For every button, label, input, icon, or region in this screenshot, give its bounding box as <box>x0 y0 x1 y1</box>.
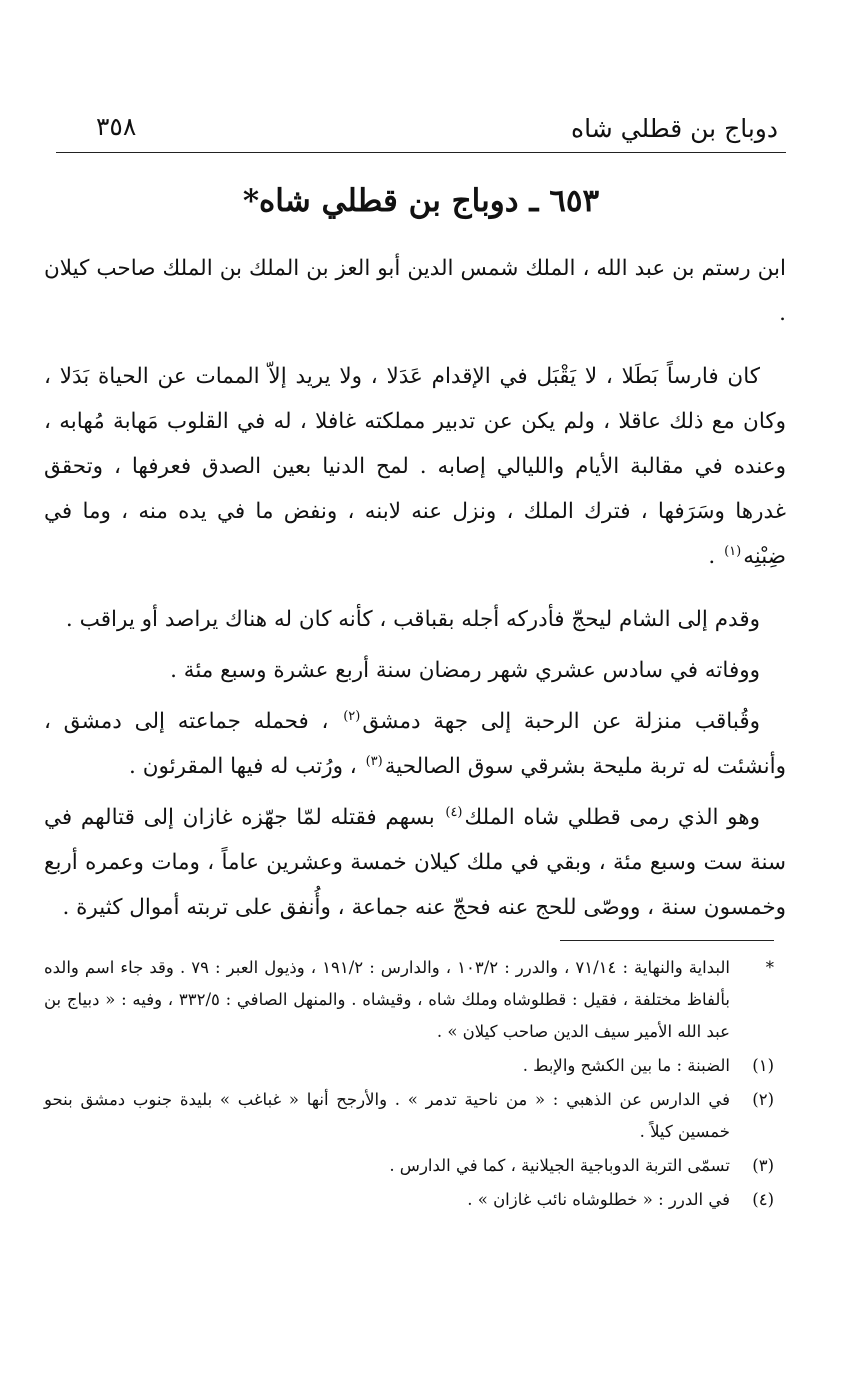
footnotes <box>44 952 774 1216</box>
footnote-ref-3[interactable]: (٣) <box>365 753 383 769</box>
footnote-3 <box>44 1150 774 1182</box>
paragraph-text: ، فحمله جماعته إلى دمشق ، وأنشئت له تربة مليحة بشرقي سوق الصالحية <box>44 709 786 779</box>
footnote-mark: (٤) <box>752 1190 774 1209</box>
footnote-divider <box>560 940 774 941</box>
paragraph-lineage: ابن رستم بن عبد الله ، الملك شمس الدين أبو العز بن الملك بن الملك صاحب كيلان . <box>44 256 786 326</box>
entry-heading: ٦٥٣ ـ دوباج بن قطلي شاه* <box>242 183 600 219</box>
footnote-2 <box>44 1084 774 1148</box>
footnote-1 <box>44 1050 774 1082</box>
footnote-text: في الدارس عن الذهبي : « من ناحية تدمر » . والأرجح أنها « غباغب » بليدة جنوب دمشق بنحو خمسين كيلاً . <box>44 1090 730 1141</box>
paragraph-death-date: ووفاته في سادس عشري شهر رمضان سنة أربع عشرة وسبع مئة . <box>170 658 760 683</box>
paragraph-text: وقُباقب منزلة عن الرحبة إلى جهة دمشق <box>362 709 760 734</box>
paragraph-text: ، ورُتب له فيها المقرئون . <box>129 754 364 779</box>
body-text <box>44 246 786 930</box>
footnote-sources <box>44 952 774 1048</box>
footnote-text: الضبنة : ما بين الكشح والإبط . <box>522 1056 730 1075</box>
paragraph-text: . <box>708 544 723 569</box>
footnote-ref-1[interactable]: (١) <box>724 543 742 559</box>
footnote-ref-2[interactable]: (٢) <box>343 708 361 724</box>
footnote-mark: (٣) <box>752 1156 774 1175</box>
footnote-4 <box>44 1184 774 1216</box>
paragraph-text: كان فارساً بَطَلا ، لا يَقْبَل في الإقدام عَدَلا ، ولا يريد إلاّ الممات عن الحياة بَدَلا ، وكان مع ذلك عاقلا ، ولم يكن عن تدبير مملكته غافلا ، له في القلوب مَهابة مُهابه ، وعنده في مقالبة الأيام والليالي إصابه . لمح الدنيا بعين الصدق فعرفها ، وتحقق غدرها وسَرَفها ، فترك الملك ، ونزل عنه لابنه ، ونفض ما في يده منه ، وما في ضِبْنِه <box>44 364 786 569</box>
footnote-mark: (١) <box>752 1056 774 1075</box>
paragraph-burial <box>44 699 786 789</box>
footnote-text: البداية والنهاية : ٧١/١٤ ، والدرر : ١٠٣/٢ ، والدارس : ١٩١/٢ ، وذيول العبر : ٧٩ . وقد جاء اسم والده بألفاظ مختلفة ، فقيل : قطلوشاه وملك شاه ، وقيشاه . والمنهل الصافي : ٣٣٢/٥ ، وفيه : « دبياج بن عبد الله الأمير سيف الدين صاحب كيلان » . <box>44 958 730 1041</box>
paragraph-biography <box>44 354 786 579</box>
paragraph-kutlushah <box>44 795 786 930</box>
paragraph-text: وهو الذي رمى قطلي شاه الملك <box>464 805 760 830</box>
running-header <box>56 104 786 153</box>
footnote-text: في الدرر : « خطلوشاه نائب غازان » . <box>467 1190 730 1209</box>
footnote-text: تسمّى التربة الدوباجية الجيلانية ، كما في الدارس . <box>389 1156 730 1175</box>
running-title: دوباج بن قطلي شاه <box>571 114 778 143</box>
paragraph-arrival: وقدم إلى الشام ليحجّ فأدركه أجله بقباقب ، كأنه كان له هناك يراصد أو يراقب . <box>65 607 760 632</box>
footnote-mark: (٢) <box>752 1090 774 1109</box>
page-number: ٣٥٨ <box>96 112 137 141</box>
footnote-ref-4[interactable]: (٤) <box>445 804 463 820</box>
paragraph-text: بسهم فقتله لمّا جهّزه غازان إلى قتالهم في سنة ست وسبع مئة ، وبقي في ملك كيلان خمسة وعشرين عاماً ، ومات وعمره أربع وخمسون سنة ، ووصّى للحج عنه فحجّ عنه جماعة ، وأُنفق على تربته أموال كثيرة . <box>44 805 786 920</box>
footnote-mark: * <box>765 958 774 977</box>
